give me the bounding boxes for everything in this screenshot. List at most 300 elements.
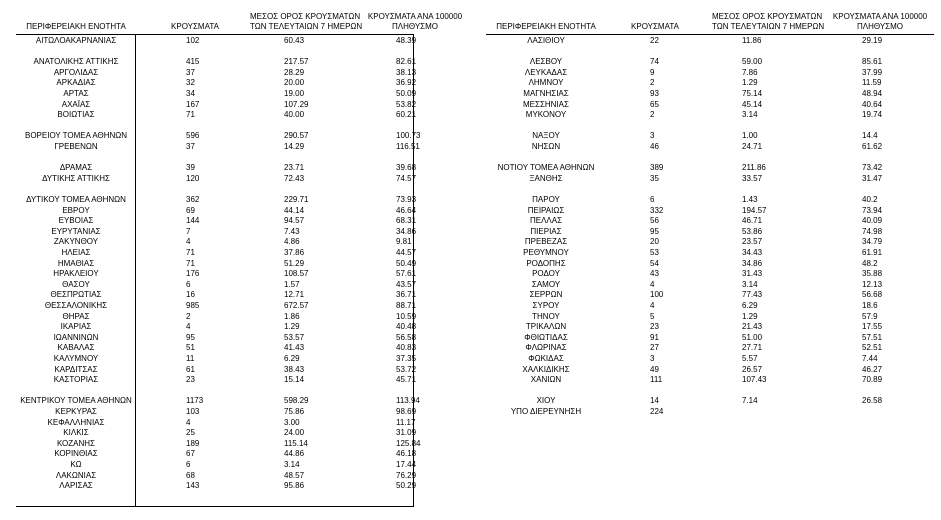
cell-per100k: 38.13: [396, 67, 417, 77]
cell-per100k: 19.74: [862, 110, 883, 120]
header-per100k: ΚΡΟΥΣΜΑΤΑ ΑΝΑ 100000 ΠΛΗΘΥΣΜΟ: [367, 12, 463, 31]
cell-region: ΑΡΚΑΔΙΑΣ: [56, 78, 96, 88]
table-row: [0, 196, 470, 206]
cell-per100k: 73.94: [862, 205, 883, 215]
cell-cases: 3: [650, 354, 655, 363]
table-row: [0, 249, 470, 259]
cell-per100k: 11.17: [396, 417, 416, 427]
cell-per100k: 98.69: [396, 407, 417, 416]
cell-cases: 56: [650, 216, 659, 226]
cell-cases: 102: [186, 36, 200, 45]
cell-avg7: 1.29: [742, 311, 758, 321]
cell-per100k: 116.51: [396, 142, 420, 151]
table-row: [0, 69, 470, 79]
cell-cases: 91: [650, 332, 659, 342]
cell-per100k: 57.9: [862, 311, 878, 321]
cell-per100k: 88.71: [396, 301, 417, 310]
cell-region: ΛΑΚΩΝΙΑΣ: [55, 470, 97, 480]
cell-cases: 25: [186, 428, 195, 438]
table-row: [470, 313, 941, 323]
cell-avg7: 12.71: [284, 290, 305, 300]
cell-cases: 23: [186, 375, 195, 385]
table-row: [0, 429, 470, 439]
cell-region: ΘΕΣΠΡΩΤΙΑΣ: [50, 290, 102, 300]
cell-cases: 6: [186, 460, 191, 469]
table-row: [0, 376, 470, 386]
cell-cases: 2: [650, 78, 655, 88]
cell-region: ΘΗΡΑΣ: [62, 311, 90, 321]
cell-region: ΛΑΣΙΘΙΟΥ: [527, 36, 565, 45]
cell-per100k: 61.91: [862, 248, 883, 257]
cell-region: ΤΡΙΚΑΛΩΝ: [525, 322, 567, 332]
cell-avg7: 598.29: [284, 396, 309, 406]
cell-cases: 74: [650, 57, 659, 67]
cell-cases: 71: [186, 258, 195, 268]
cell-avg7: 3.14: [742, 110, 758, 120]
table-row: [470, 143, 941, 153]
cell-avg7: 20.00: [284, 78, 305, 88]
header-avg7: ΜΕΣΟΣ ΟΡΟΣ ΚΡΟΥΣΜΑΤΩΝ ΤΩΝ ΤΕΛΕΥΤΑΙΩΝ 7 ΗΜΕΡΩΝ: [250, 12, 363, 31]
table-row: [0, 440, 470, 450]
cell-region: ΛΕΥΚΑΔΑΣ: [524, 67, 568, 77]
cell-region: ΙΩΑΝΝΙΝΩΝ: [53, 332, 99, 342]
cell-avg7: 37.86: [284, 248, 305, 257]
cell-cases: 39: [186, 163, 195, 173]
cell-per100k: 14.4: [862, 131, 878, 141]
cell-region: ΒΟΡΕΙΟΥ ΤΟΜΕΑ ΑΘΗΝΩΝ: [24, 131, 128, 141]
cell-cases: 167: [186, 99, 200, 109]
cell-region: ΠΕΙΡΑΙΩΣ: [527, 205, 565, 215]
cell-region: ΚΑΡΔΙΤΣΑΣ: [54, 364, 98, 374]
header-region: ΠΕΡΙΦΕΡΕΙΑΚΗ ΕΝΟΤΗΤΑ: [26, 22, 126, 31]
cell-avg7: 4.86: [284, 237, 300, 247]
cell-per100k: 40.2: [862, 195, 878, 204]
cell-per100k: 40.48: [396, 322, 417, 332]
cell-cases: 985: [186, 301, 200, 310]
cell-avg7: 7.86: [742, 67, 758, 77]
cell-per100k: 10.59: [396, 311, 417, 321]
table-row: [470, 302, 941, 312]
cell-region: ΕΥΒΟΙΑΣ: [58, 216, 94, 226]
cell-avg7: 11.86: [742, 36, 762, 45]
cell-avg7: 94.57: [284, 216, 305, 226]
cell-per100k: 40.09: [862, 216, 883, 226]
header-region: ΠΕΡΙΦΕΡΕΙΑΚΗ ΕΝΟΤΗΤΑ: [496, 22, 596, 31]
cell-avg7: 1.57: [284, 279, 300, 289]
cell-region: ΚΟΡΙΝΘΙΑΣ: [54, 449, 98, 459]
cell-per100k: 34.79: [862, 237, 883, 247]
cell-avg7: 53.86: [742, 226, 763, 236]
cell-region: ΘΕΣΣΑΛΟΝΙΚΗΣ: [44, 301, 108, 310]
cell-per100k: 61.62: [862, 142, 883, 151]
cell-cases: 71: [186, 248, 195, 257]
table-row: [470, 69, 941, 79]
cell-avg7: 3.00: [284, 417, 300, 427]
cell-cases: 27: [650, 343, 659, 353]
cell-per100k: 44.57: [396, 248, 417, 257]
cell-cases: 43: [650, 269, 659, 279]
header-cases: ΚΡΟΥΣΜΑΤΑ: [631, 22, 679, 31]
cell-cases: 362: [186, 195, 200, 204]
cell-avg7: 31.43: [742, 269, 763, 279]
table-row: [0, 302, 470, 312]
cell-avg7: 41.43: [284, 343, 305, 353]
cell-region: ΧΙΟΥ: [536, 396, 556, 406]
table-row: [470, 79, 941, 89]
cell-per100k: 46.18: [396, 449, 417, 459]
cell-per100k: 11.59: [862, 78, 882, 88]
cell-per100k: 113.94: [396, 396, 420, 406]
table-row: [0, 143, 470, 153]
table-row: [470, 175, 941, 185]
cell-region: ΚΕΝΤΡΙΚΟΥ ΤΟΜΕΑ ΑΘΗΝΩΝ: [20, 396, 132, 406]
table-row: [0, 37, 470, 47]
cell-avg7: 211.86: [742, 163, 766, 173]
cell-per100k: 57.61: [396, 269, 417, 279]
cell-region: ΗΡΑΚΛΕΙΟΥ: [53, 269, 99, 279]
table-row: [470, 58, 941, 68]
cell-region: ΗΜΑΘΙΑΣ: [57, 258, 95, 268]
table-row: [470, 355, 941, 365]
cell-cases: 7: [186, 226, 191, 236]
cell-cases: 71: [186, 110, 195, 120]
cell-avg7: 26.57: [742, 364, 763, 374]
cell-avg7: 229.71: [284, 195, 309, 204]
bottom-rule: [16, 506, 414, 507]
cell-region: ΑΧΑΪΑΣ: [61, 99, 91, 109]
cell-cases: 6: [650, 195, 655, 204]
cell-region: ΝΑΞΟΥ: [532, 131, 560, 141]
table-row: [470, 101, 941, 111]
cell-cases: 51: [186, 343, 195, 353]
cell-region: ΚΕΦΑΛΛΗΝΙΑΣ: [47, 417, 105, 427]
cell-per100k: 34.86: [396, 226, 417, 236]
cell-cases: 100: [650, 290, 664, 300]
cell-per100k: 40.64: [862, 99, 883, 109]
cell-region: ΛΑΡΙΣΑΣ: [59, 481, 93, 491]
table-row: [470, 132, 941, 142]
cell-per100k: 46.27: [862, 364, 883, 374]
cell-region: ΦΘΙΩΤΙΔΑΣ: [524, 332, 568, 342]
cell-cases: 4: [650, 301, 655, 310]
cell-region: ΣΥΡΟΥ: [532, 301, 560, 310]
table-row: [0, 132, 470, 142]
cell-region: ΠΑΡΟΥ: [532, 195, 560, 204]
cell-cases: 144: [186, 216, 200, 226]
cell-avg7: 672.57: [284, 301, 309, 310]
cell-cases: 11: [186, 354, 195, 363]
cell-region: ΚΩ: [70, 460, 82, 469]
cell-cases: 224: [650, 407, 664, 416]
cell-per100k: 36.71: [396, 290, 417, 300]
table-row: [470, 238, 941, 248]
table-row: [470, 334, 941, 344]
cell-cases: 35: [650, 173, 659, 183]
table-row: [470, 344, 941, 354]
cell-avg7: 75.14: [742, 89, 763, 98]
cell-cases: 53: [650, 248, 659, 257]
cell-per100k: 48.2: [862, 258, 878, 268]
table-row: [0, 419, 470, 429]
cell-cases: 9: [650, 67, 655, 77]
cell-per100k: 7.44: [862, 354, 878, 363]
table-row: [470, 164, 941, 174]
cell-avg7: 77.43: [742, 290, 763, 300]
cell-cases: 65: [650, 99, 659, 109]
cell-cases: 14: [650, 396, 659, 406]
cell-cases: 69: [186, 205, 195, 215]
cell-region: ΥΠΟ ΔΙΕΡΕΥΝΗΣΗ: [510, 407, 582, 416]
cell-cases: 34: [186, 89, 195, 98]
cell-avg7: 40.00: [284, 110, 305, 120]
cell-avg7: 95.86: [284, 481, 305, 491]
cell-per100k: 68.31: [396, 216, 417, 226]
cell-cases: 32: [186, 78, 195, 88]
cell-cases: 4: [186, 417, 191, 427]
cell-avg7: 1.86: [284, 311, 300, 321]
cell-cases: 95: [650, 226, 659, 236]
cell-per100k: 56.58: [396, 332, 417, 342]
table-row: [0, 79, 470, 89]
table-row: [470, 323, 941, 333]
table-row: [470, 260, 941, 270]
table-row: [470, 228, 941, 238]
cell-region: ΒΟΙΩΤΙΑΣ: [57, 110, 95, 120]
cell-avg7: 107.43: [742, 375, 767, 385]
cell-region: ΣΑΜΟΥ: [531, 279, 561, 289]
cell-avg7: 46.71: [742, 216, 763, 226]
cell-region: ΕΥΡΥΤΑΝΙΑΣ: [51, 226, 101, 236]
table-row: [470, 281, 941, 291]
cell-region: ΣΕΡΡΩΝ: [529, 290, 563, 300]
table-row: [0, 408, 470, 418]
header-cases: ΚΡΟΥΣΜΑΤΑ: [171, 22, 219, 31]
cell-avg7: 23.71: [284, 163, 305, 173]
cell-per100k: 52.51: [862, 343, 883, 353]
table-row: [470, 408, 941, 418]
cell-region: ΜΑΓΝΗΣΙΑΣ: [523, 89, 569, 98]
cell-avg7: 1.29: [284, 322, 300, 332]
cell-avg7: 5.57: [742, 354, 758, 363]
cell-avg7: 44.14: [284, 205, 305, 215]
cell-region: ΑΝΑΤΟΛΙΚΗΣ ΑΤΤΙΚΗΣ: [33, 57, 119, 67]
cell-cases: 67: [186, 449, 195, 459]
cell-cases: 37: [186, 67, 195, 77]
cell-per100k: 53.82: [396, 99, 417, 109]
cell-cases: 103: [186, 407, 200, 416]
cell-avg7: 7.43: [284, 226, 300, 236]
cell-cases: 596: [186, 131, 200, 141]
cell-per100k: 37.35: [396, 354, 417, 363]
cell-avg7: 194.57: [742, 205, 767, 215]
cell-per100k: 31.09: [396, 428, 417, 438]
cell-per100k: 70.89: [862, 375, 883, 385]
cell-region: ΔΥΤΙΚΗΣ ΑΤΤΙΚΗΣ: [42, 173, 110, 183]
table-row: [0, 217, 470, 227]
table-row: [0, 270, 470, 280]
cell-region: ΦΛΩΡΙΝΑΣ: [525, 343, 567, 353]
cell-avg7: 6.29: [742, 301, 758, 310]
cell-cases: 2: [650, 110, 655, 120]
cell-avg7: 27.71: [742, 343, 763, 353]
cell-avg7: 72.43: [284, 173, 305, 183]
cell-region: ΞΑΝΘΗΣ: [529, 173, 563, 183]
cell-cases: 5: [650, 311, 655, 321]
cell-avg7: 75.86: [284, 407, 305, 416]
cell-avg7: 59.00: [742, 57, 763, 67]
cell-avg7: 115.14: [284, 438, 308, 448]
table-row: [470, 90, 941, 100]
table-row: [0, 323, 470, 333]
cell-region: ΜΕΣΣΗΝΙΑΣ: [523, 99, 569, 109]
table-row: [470, 196, 941, 206]
cell-per100k: 60.21: [396, 110, 417, 120]
cell-avg7: 108.57: [284, 269, 309, 279]
table-row: [0, 281, 470, 291]
cell-cases: 4: [186, 322, 191, 332]
cell-cases: 37: [186, 142, 195, 151]
table-row: [0, 344, 470, 354]
cell-cases: 22: [650, 36, 659, 45]
cell-avg7: 217.57: [284, 57, 309, 67]
table-row: [0, 111, 470, 121]
cell-avg7: 34.86: [742, 258, 763, 268]
cell-region: ΔΡΑΜΑΣ: [59, 163, 93, 173]
cell-cases: 54: [650, 258, 659, 268]
cell-cases: 61: [186, 364, 195, 374]
table-row: [0, 228, 470, 238]
cell-region: ΘΑΣΟΥ: [62, 279, 90, 289]
cell-region: ΡΕΘΥΜΝΟΥ: [523, 248, 569, 257]
cell-region: ΧΑΝΙΩΝ: [530, 375, 562, 385]
table-row: [470, 376, 941, 386]
table-row: [0, 101, 470, 111]
cell-region: ΑΡΓΟΛΙΔΑΣ: [53, 67, 99, 77]
cell-region: ΖΑΚΥΝΘΟΥ: [53, 237, 99, 247]
cell-avg7: 1.43: [742, 195, 758, 204]
header-avg7: ΜΕΣΟΣ ΟΡΟΣ ΚΡΟΥΣΜΑΤΩΝ ΤΩΝ ΤΕΛΕΥΤΑΙΩΝ 7 ΗΜΕΡΩΝ: [712, 12, 825, 31]
table-row: [0, 58, 470, 68]
cell-avg7: 107.29: [284, 99, 309, 109]
cell-per100k: 100.73: [396, 131, 421, 141]
cell-cases: 20: [650, 237, 659, 247]
cell-avg7: 38.43: [284, 364, 305, 374]
cell-per100k: 17.55: [862, 322, 883, 332]
cell-region: ΦΩΚΙΔΑΣ: [528, 354, 564, 363]
cell-cases: 49: [650, 364, 659, 374]
cell-per100k: 31.47: [862, 173, 883, 183]
table-row: [0, 450, 470, 460]
cell-region: ΑΙΤΩΛΟΑΚΑΡΝΑΝΙΑΣ: [35, 36, 117, 45]
cell-per100k: 125.84: [396, 438, 421, 448]
cell-cases: 189: [186, 438, 200, 448]
cell-region: ΑΡΤΑΣ: [63, 89, 89, 98]
cell-avg7: 7.14: [742, 396, 758, 406]
cell-per100k: 29.19: [862, 36, 883, 45]
cell-per100k: 76.29: [396, 470, 417, 480]
header-underline: [16, 34, 414, 35]
cell-per100k: 35.88: [862, 269, 883, 279]
cell-per100k: 50.09: [396, 89, 417, 98]
table-row: [0, 366, 470, 376]
table-row: [0, 461, 470, 471]
cell-per100k: 37.99: [862, 67, 883, 77]
cell-region: ΛΕΣΒΟΥ: [529, 57, 563, 67]
cell-per100k: 46.64: [396, 205, 417, 215]
cell-per100k: 26.58: [862, 396, 883, 406]
table-row: [0, 207, 470, 217]
cell-cases: 68: [186, 470, 195, 480]
table-row: [470, 37, 941, 47]
cell-region: ΠΕΛΛΑΣ: [529, 216, 563, 226]
header-per100k: ΚΡΟΥΣΜΑΤΑ ΑΝΑ 100000 ΠΛΗΘΥΣΜΟ: [832, 12, 928, 31]
cell-avg7: 1.00: [742, 131, 758, 141]
cell-per100k: 57.51: [862, 332, 883, 342]
table-row: [0, 90, 470, 100]
cell-per100k: 56.68: [862, 290, 883, 300]
cell-per100k: 73.42: [862, 163, 883, 173]
cell-cases: 46: [650, 142, 659, 151]
cell-avg7: 24.71: [742, 142, 763, 151]
cell-cases: 111: [650, 375, 663, 385]
cell-cases: 23: [650, 322, 659, 332]
cell-cases: 1173: [186, 396, 204, 406]
table-row: [0, 355, 470, 365]
cell-per100k: 36.92: [396, 78, 417, 88]
table-row: [0, 397, 470, 407]
cell-per100k: 50.29: [396, 481, 417, 491]
cell-avg7: 14.29: [284, 142, 305, 151]
cell-per100k: 12.13: [862, 279, 883, 289]
cell-region: ΚΑΣΤΟΡΙΑΣ: [53, 375, 99, 385]
cell-per100k: 43.57: [396, 279, 417, 289]
cell-per100k: 85.61: [862, 57, 883, 67]
cell-cases: 2: [186, 311, 191, 321]
table-row: [0, 334, 470, 344]
table-row: [470, 249, 941, 259]
cell-cases: 93: [650, 89, 659, 98]
cell-per100k: 48.39: [396, 36, 417, 45]
cell-per100k: 17.44: [396, 460, 417, 469]
cell-region: ΠΡΕΒΕΖΑΣ: [524, 237, 568, 247]
cell-cases: 176: [186, 269, 200, 279]
table-row: [470, 217, 941, 227]
cell-cases: 6: [186, 279, 191, 289]
header-underline: [486, 34, 934, 35]
cell-avg7: 1.29: [742, 78, 758, 88]
table-row: [0, 260, 470, 270]
cell-avg7: 19.00: [284, 89, 305, 98]
cell-region: ΤΗΝΟΥ: [532, 311, 560, 321]
table-row: [470, 397, 941, 407]
cell-region: ΚΕΡΚΥΡΑΣ: [55, 407, 97, 416]
cell-cases: 120: [186, 173, 200, 183]
cell-region: ΚΑΒΑΛΑΣ: [57, 343, 95, 353]
cell-per100k: 40.83: [396, 343, 417, 353]
cell-per100k: 50.49: [396, 258, 417, 268]
table-row: [0, 313, 470, 323]
cell-cases: 415: [186, 57, 200, 67]
cell-per100k: 39.68: [396, 163, 417, 173]
cell-avg7: 53.57: [284, 332, 305, 342]
table-row: [0, 238, 470, 248]
table-row: [0, 472, 470, 482]
table-row: [470, 270, 941, 280]
cell-cases: 332: [650, 205, 664, 215]
table-row: [0, 291, 470, 301]
cell-avg7: 51.00: [742, 332, 763, 342]
cell-avg7: 34.43: [742, 248, 763, 257]
